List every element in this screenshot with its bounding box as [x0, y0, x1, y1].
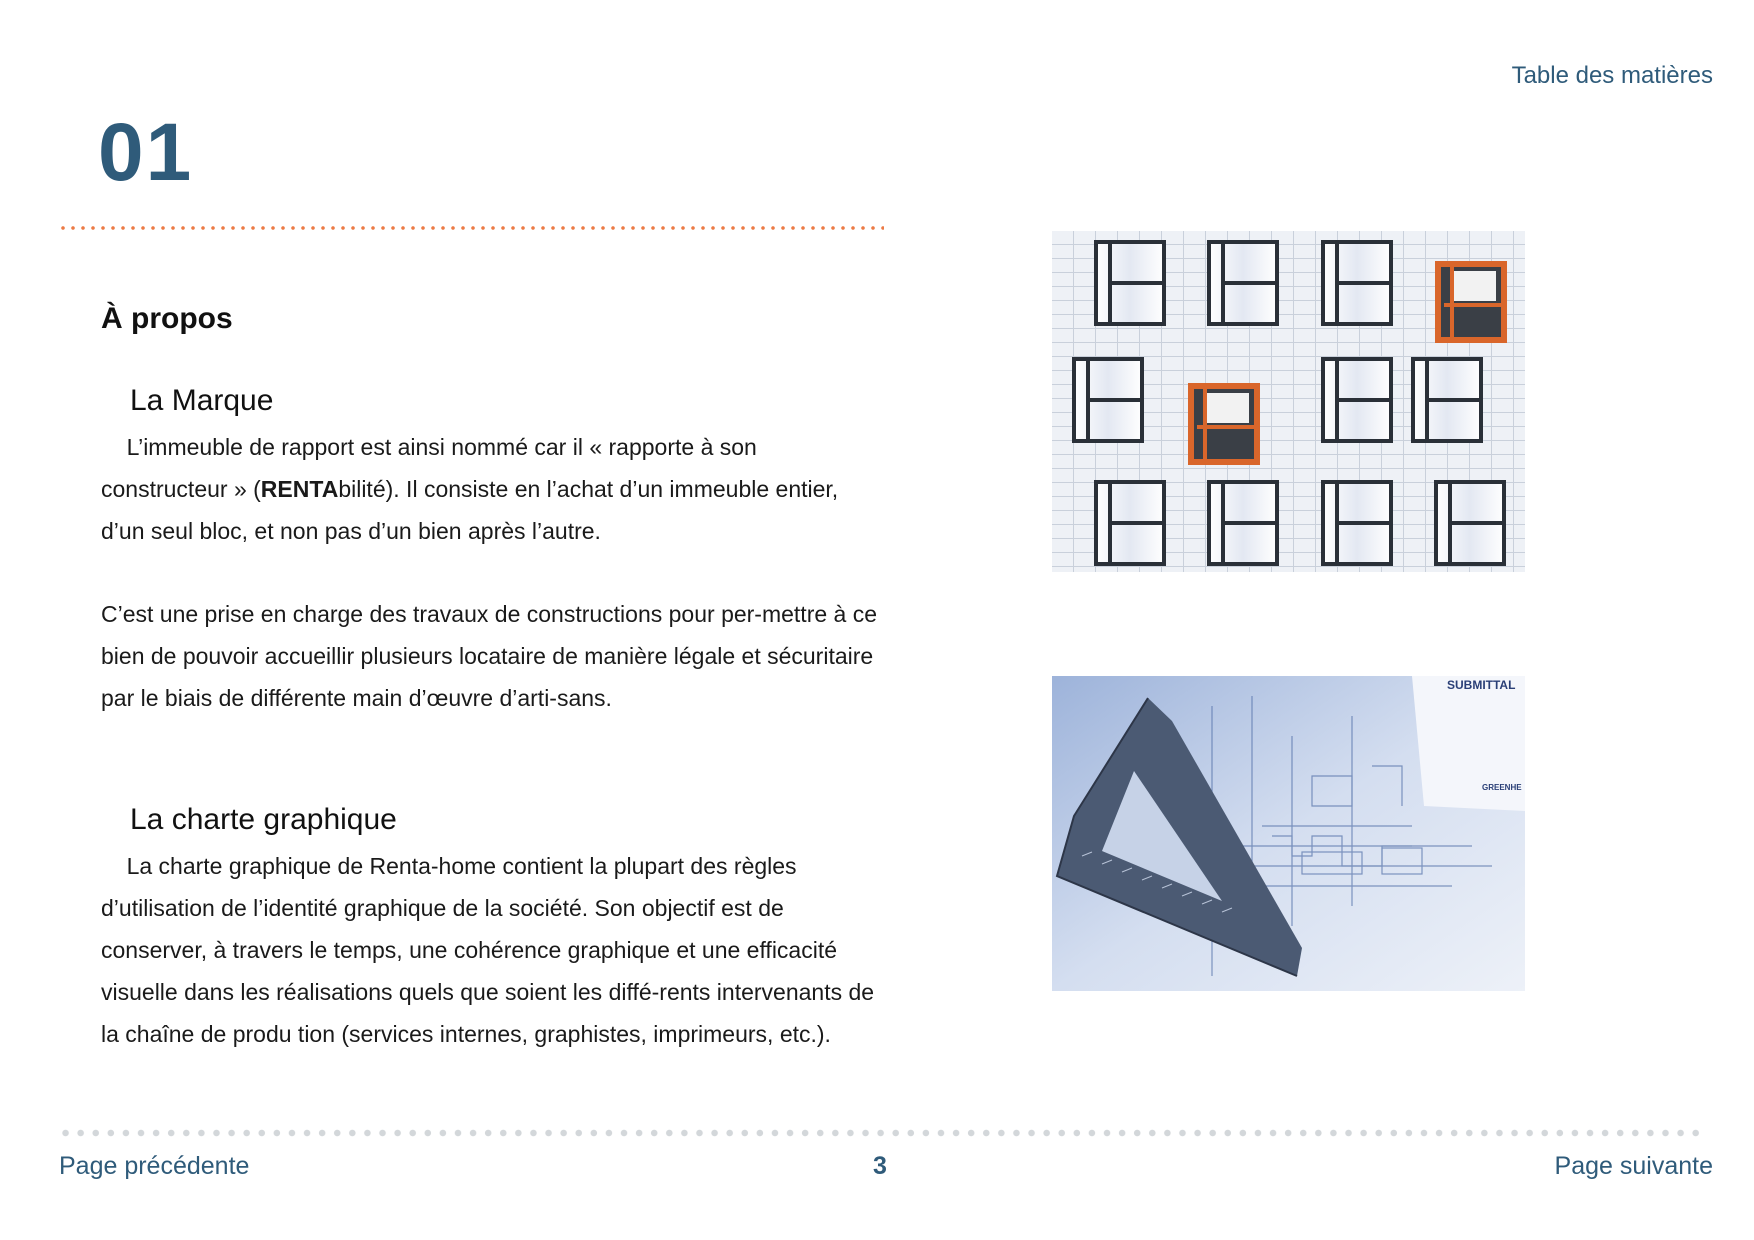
page-number: 3	[873, 1152, 887, 1180]
indent	[101, 434, 127, 460]
paragraph-marque-1	[101, 426, 881, 552]
building-facade-photo	[1052, 231, 1525, 572]
paragraph-text: La charte graphique de Renta-home contient la plupart des règles d’utilisation de l’identité graphique de la société. Son objectif est de conserver, à travers le temps, une cohérence graphique et une efficacité visuelle dans les réalisations quels que soient les diffé-rents intervenants de la chaîne de produ tion (services internes, graphistes, imprimeurs, etc.).	[101, 853, 875, 1047]
orange-window-icon	[1438, 264, 1504, 340]
paragraph-marque-2: C’est une prise en charge des travaux de constructions pour per-mettre à ce bien de pouvoir accueillir plusieurs locataire de manière légale et sécuritaire par le biais de différente main d’œuvre d’arti-sans.	[101, 601, 878, 711]
next-page-link[interactable]: Page suivante	[1554, 1152, 1713, 1180]
logo-text: GREENHE	[1482, 783, 1522, 792]
window-icon	[1096, 242, 1164, 324]
table-of-contents-link[interactable]: Table des matières	[1511, 62, 1713, 89]
paragraph-text: L’immeuble de rapport est ainsi nommé car il « rapporte à son constructeur » (	[101, 434, 757, 502]
brand-highlight: RENTA	[260, 476, 339, 502]
orange-window-icon	[1191, 386, 1257, 462]
section-title: À propos	[101, 302, 233, 335]
previous-page-link[interactable]: Page précédente	[59, 1152, 250, 1180]
footer-dotted-divider	[58, 1129, 1700, 1137]
paragraph-text: bilité). Il consiste en l’achat d’un immeuble entier, d’un seul bloc, et non pas d’un bien après l’autre.	[101, 476, 839, 544]
indent	[101, 853, 127, 879]
subsection-title-marque: La Marque	[130, 384, 274, 417]
chapter-number: 01	[98, 107, 194, 198]
dotted-divider	[58, 226, 884, 230]
blueprint-photo	[1052, 676, 1525, 991]
paragraph-charte	[101, 845, 881, 1055]
stamp-text: SUBMITTAL	[1447, 678, 1516, 692]
subsection-title-charte: La charte graphique	[130, 803, 397, 836]
